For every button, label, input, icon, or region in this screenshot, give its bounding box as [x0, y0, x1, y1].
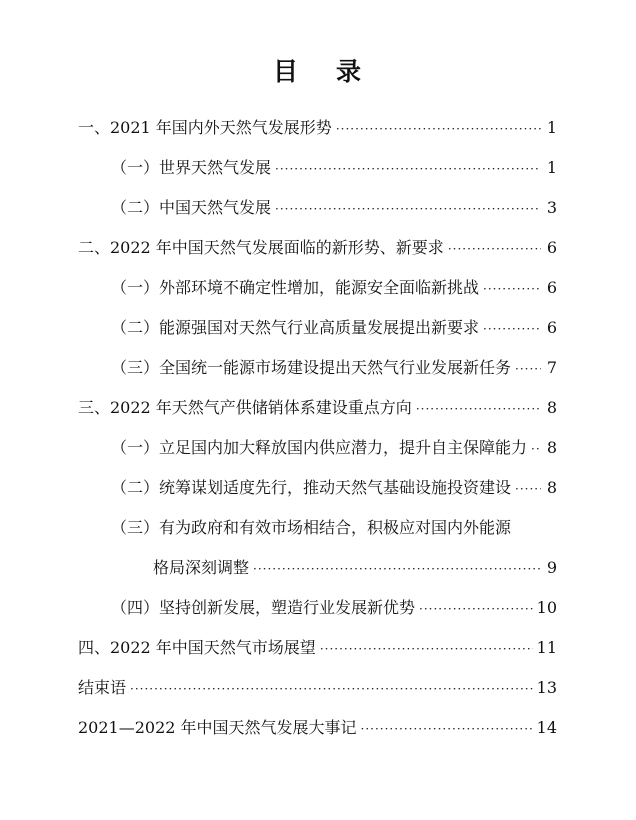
toc-entry[interactable]	[78, 716, 557, 740]
toc-entry-text: （一）立足国内加大释放国内供应潜力，提升自主保障能力	[111, 438, 528, 457]
toc-entry[interactable]	[78, 396, 557, 420]
toc-leader-dots	[515, 477, 541, 501]
toc-leader-dots	[515, 357, 541, 381]
toc-entry-text: （四）坚持创新发展，塑造行业发展新优势	[111, 598, 416, 617]
toc-entry[interactable]	[78, 236, 557, 260]
toc-entry-text: 四、2022 年中国天然气市场展望	[78, 638, 316, 657]
title-char-2: 录	[336, 57, 364, 86]
toc-entry[interactable]	[111, 596, 557, 620]
toc-leader-dots	[416, 397, 541, 421]
toc-entry-text: （二）统筹谋划适度先行，推动天然气基础设施投资建设	[111, 478, 512, 497]
toc-entry-text: 格局深刻调整	[153, 558, 250, 577]
toc-entry-text: 结束语	[78, 678, 127, 697]
toc-page-number: 6	[546, 318, 557, 337]
toc-entry-text: （三）全国统一能源市场建设提出天然气行业发展新任务	[111, 358, 512, 377]
toc-page-number: 6	[546, 278, 557, 297]
toc-entry-text: 一、2021 年国内外天然气发展形势	[78, 118, 332, 137]
toc-entry[interactable]	[78, 636, 557, 660]
toc-leader-dots	[336, 117, 541, 141]
toc-entry[interactable]	[78, 116, 557, 140]
toc-page-number: 1	[546, 118, 557, 137]
toc-leader-dots	[253, 557, 541, 581]
toc-entry[interactable]	[78, 676, 557, 700]
toc-page-number: 14	[536, 718, 557, 737]
toc-page-number: 9	[546, 558, 557, 577]
toc-entry[interactable]	[111, 476, 557, 500]
toc-entry-text: 2021—2022 年中国天然气发展大事记	[78, 718, 357, 737]
toc-entry-text: （一）世界天然气发展	[111, 158, 272, 177]
toc-page-number: 8	[546, 478, 557, 497]
toc-leader-dots	[483, 277, 541, 301]
toc-page-number: 8	[546, 398, 557, 417]
toc-entry-text: 二、2022 年中国天然气发展面临的新形势、新要求	[78, 238, 444, 257]
toc-entry-text: （二）中国天然气发展	[111, 198, 272, 217]
toc-entry[interactable]	[111, 516, 557, 540]
toc-page-number: 11	[536, 638, 557, 657]
toc-leader-dots	[361, 717, 533, 741]
toc-leader-dots	[448, 237, 541, 261]
toc-page-number: 10	[536, 598, 557, 617]
toc-page-number: 6	[546, 238, 557, 257]
toc-entry[interactable]	[111, 436, 557, 460]
toc-entry[interactable]	[111, 196, 557, 220]
toc-entry[interactable]	[111, 356, 557, 380]
toc-entry[interactable]	[111, 276, 557, 300]
toc-leader-dots	[275, 157, 541, 181]
toc-page-number: 13	[536, 678, 557, 697]
toc-entry-text: （二）能源强国对天然气行业高质量发展提出新要求	[111, 318, 480, 337]
toc-entry-text: （一）外部环境不确定性增加，能源安全面临新挑战	[111, 278, 480, 297]
toc-page-number: 7	[546, 358, 557, 377]
toc-page-number: 8	[546, 438, 557, 457]
toc-entry-text: （三）有为政府和有效市场相结合，积极应对国内外能源	[111, 518, 512, 537]
toc-entry[interactable]	[111, 156, 557, 180]
toc-page-number: 1	[546, 158, 557, 177]
toc-leader-dots	[483, 317, 541, 341]
toc-page-number: 3	[546, 198, 557, 217]
toc-leader-dots	[130, 677, 533, 701]
page-title	[0, 52, 636, 88]
toc-entry-continuation[interactable]	[153, 556, 557, 580]
toc-leader-dots	[531, 437, 541, 461]
title-char-1: 目	[272, 57, 300, 86]
toc-entry[interactable]	[111, 316, 557, 340]
toc-leader-dots	[320, 637, 533, 661]
toc-leader-dots	[419, 597, 533, 621]
toc-entry-text: 三、2022 年天然气产供储销体系建设重点方向	[78, 398, 412, 417]
toc-leader-dots	[275, 197, 541, 221]
